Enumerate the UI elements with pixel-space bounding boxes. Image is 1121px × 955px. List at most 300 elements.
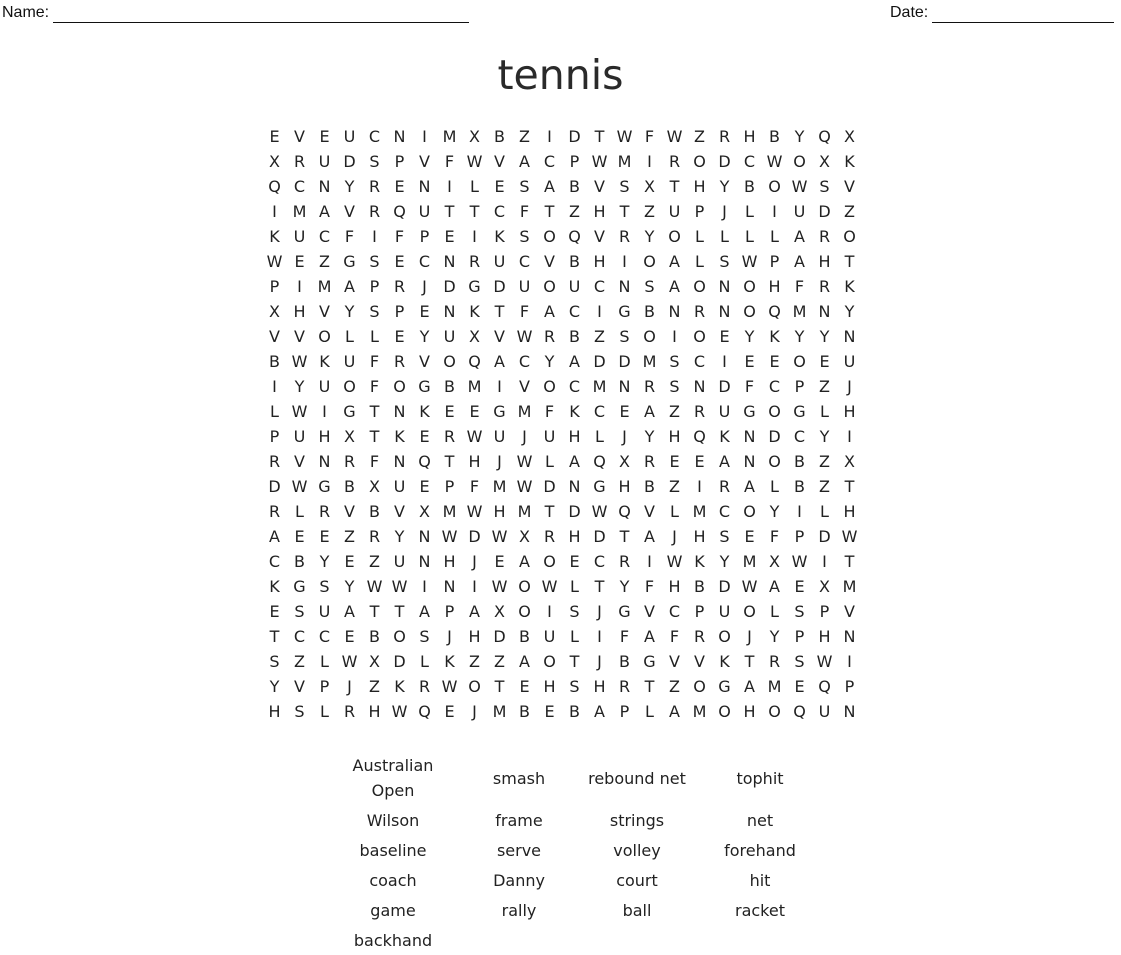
grid-letter: Y xyxy=(344,177,355,196)
grid-letter: A xyxy=(644,527,655,546)
grid-letter: A xyxy=(344,277,355,296)
grid-letter: M xyxy=(767,677,782,696)
grid-letter: O xyxy=(793,152,806,171)
grid-letter: Y xyxy=(269,677,280,696)
grid-letter: O xyxy=(543,377,556,396)
name-field[interactable] xyxy=(2,3,469,23)
grid-letter: F xyxy=(644,577,655,596)
grid-letter: H xyxy=(568,427,581,446)
grid-letter: B xyxy=(344,477,355,496)
grid-letter: Q xyxy=(393,202,406,221)
grid-letter: U xyxy=(293,427,306,446)
grid-letter: L xyxy=(820,402,829,421)
grid-letter: D xyxy=(718,577,731,596)
grid-letter: R xyxy=(293,152,306,171)
grid-letter: K xyxy=(419,402,430,421)
word-bank-item: baseline xyxy=(359,840,427,860)
grid-letter: M xyxy=(292,202,307,221)
grid-letter: D xyxy=(568,502,581,521)
grid-letter: R xyxy=(543,327,556,346)
grid-letter: S xyxy=(619,327,630,346)
grid-letter: O xyxy=(693,277,706,296)
grid-letter: L xyxy=(595,427,604,446)
grid-letter: S xyxy=(419,627,430,646)
grid-letter: U xyxy=(493,427,506,446)
grid-letter: I xyxy=(322,402,327,421)
grid-letter: O xyxy=(443,352,456,371)
grid-letter: I xyxy=(422,577,427,596)
date-input-line[interactable] xyxy=(932,6,1114,23)
grid-letter: T xyxy=(844,477,855,496)
grid-letter: S xyxy=(644,277,655,296)
grid-letter: W xyxy=(441,527,458,546)
grid-letter: I xyxy=(297,277,302,296)
word-bank-item: forehand xyxy=(724,840,796,860)
grid-letter: F xyxy=(519,202,530,221)
grid-letter: O xyxy=(543,552,556,571)
grid-letter: T xyxy=(444,202,455,221)
grid-letter: X xyxy=(819,152,830,171)
grid-letter: O xyxy=(743,602,756,621)
grid-letter: R xyxy=(393,352,406,371)
grid-letter: U xyxy=(318,152,331,171)
grid-letter: R xyxy=(268,452,281,471)
grid-letter: A xyxy=(494,352,505,371)
grid-letter: B xyxy=(644,477,655,496)
grid-letter: A xyxy=(794,227,805,246)
grid-letter: V xyxy=(519,377,530,396)
grid-letter: N xyxy=(443,252,456,271)
grid-letter: T xyxy=(619,527,630,546)
grid-letter: W xyxy=(466,502,483,521)
grid-letter: S xyxy=(619,177,630,196)
grid-letter: C xyxy=(293,627,306,646)
grid-letter: X xyxy=(819,577,830,596)
grid-letter: W xyxy=(391,702,408,721)
grid-letter: P xyxy=(394,302,405,321)
grid-letter: W xyxy=(516,327,533,346)
name-label: Name: xyxy=(2,4,50,21)
grid-letter: H xyxy=(618,477,631,496)
grid-letter: V xyxy=(594,227,605,246)
grid-letter: F xyxy=(369,377,380,396)
grid-letter: Q xyxy=(793,702,806,721)
grid-letter: Z xyxy=(844,202,855,221)
grid-letter: S xyxy=(794,652,805,671)
grid-letter: R xyxy=(693,302,706,321)
grid-letter: P xyxy=(794,527,805,546)
grid-letter: C xyxy=(318,227,331,246)
grid-letter: T xyxy=(494,302,505,321)
grid-letter: A xyxy=(669,702,680,721)
grid-letter: F xyxy=(769,527,780,546)
grid-letter: W xyxy=(491,527,508,546)
grid-letter: O xyxy=(768,452,781,471)
grid-letter: B xyxy=(494,127,505,146)
grid-letter: F xyxy=(344,227,355,246)
word-bank-item: Australian Open xyxy=(352,756,434,800)
grid-letter: W xyxy=(591,152,608,171)
grid-row xyxy=(262,274,862,299)
grid-letter: R xyxy=(343,702,356,721)
word-bank-item: rebound net xyxy=(588,768,686,788)
grid-row xyxy=(262,424,862,449)
grid-letter: J xyxy=(722,202,727,221)
grid-row xyxy=(262,649,862,674)
grid-letter: S xyxy=(369,302,380,321)
grid-letter: G xyxy=(343,252,356,271)
grid-letter: Q xyxy=(818,677,831,696)
grid-letter: Y xyxy=(744,327,755,346)
grid-letter: I xyxy=(472,577,477,596)
grid-row xyxy=(262,324,862,349)
grid-letter: L xyxy=(745,202,754,221)
grid-letter: A xyxy=(269,527,280,546)
grid-letter: G xyxy=(618,602,631,621)
grid-letter: O xyxy=(693,327,706,346)
grid-letter: D xyxy=(443,277,456,296)
grid-letter: U xyxy=(393,477,406,496)
grid-letter: L xyxy=(570,627,579,646)
grid-letter: T xyxy=(369,427,380,446)
grid-letter: Y xyxy=(819,327,830,346)
grid-letter: U xyxy=(718,602,731,621)
grid-row xyxy=(262,699,862,724)
grid-letter: B xyxy=(794,477,805,496)
grid-letter: C xyxy=(418,252,431,271)
grid-letter: V xyxy=(669,652,680,671)
grid-letter: E xyxy=(444,402,455,421)
word-bank-item: smash xyxy=(492,768,546,788)
grid-letter: P xyxy=(269,277,280,296)
grid-letter: L xyxy=(695,227,704,246)
grid-letter: W xyxy=(366,577,383,596)
grid-letter: W xyxy=(291,402,308,421)
grid-letter: H xyxy=(318,427,331,446)
grid-letter: P xyxy=(369,277,380,296)
grid-letter: R xyxy=(393,277,406,296)
grid-letter: V xyxy=(344,502,355,521)
word-bank-item: tophit xyxy=(736,768,784,788)
grid-letter: S xyxy=(319,577,330,596)
grid-letter: R xyxy=(718,127,731,146)
grid-letter: G xyxy=(793,402,806,421)
grid-letter: M xyxy=(442,502,457,521)
grid-letter: E xyxy=(794,577,805,596)
grid-letter: S xyxy=(569,602,580,621)
grid-letter: U xyxy=(493,252,506,271)
grid-letter: W xyxy=(341,652,358,671)
grid-letter: P xyxy=(319,677,330,696)
grid-letter: U xyxy=(518,277,531,296)
grid-letter: Y xyxy=(769,627,780,646)
grid-letter: C xyxy=(318,627,331,646)
word-bank-item: net xyxy=(746,810,774,830)
grid-letter: Z xyxy=(594,327,605,346)
grid-letter: R xyxy=(618,677,631,696)
grid-row xyxy=(262,674,862,699)
grid-letter: U xyxy=(293,227,306,246)
grid-letter: Z xyxy=(569,202,580,221)
grid-letter: P xyxy=(794,377,805,396)
grid-letter: I xyxy=(647,152,652,171)
grid-row xyxy=(262,499,862,524)
grid-letter: H xyxy=(493,502,506,521)
grid-letter: E xyxy=(744,527,755,546)
grid-letter: H xyxy=(293,302,306,321)
grid-letter: H xyxy=(693,177,706,196)
grid-letter: B xyxy=(569,702,580,721)
grid-letter: Z xyxy=(644,202,655,221)
grid-letter: P xyxy=(819,602,830,621)
grid-letter: S xyxy=(294,602,305,621)
grid-letter: E xyxy=(319,527,330,546)
grid-letter: H xyxy=(743,127,756,146)
grid-letter: P xyxy=(269,427,280,446)
grid-letter: N xyxy=(443,302,456,321)
grid-letter: B xyxy=(769,127,780,146)
grid-letter: O xyxy=(768,402,781,421)
grid-letter: N xyxy=(568,477,581,496)
grid-letter: E xyxy=(394,177,405,196)
grid-letter: T xyxy=(594,127,605,146)
grid-letter: R xyxy=(318,502,331,521)
grid-letter: N xyxy=(443,577,456,596)
grid-letter: Y xyxy=(419,327,430,346)
grid-letter: E xyxy=(269,602,280,621)
grid-letter: B xyxy=(569,177,580,196)
grid-letter: F xyxy=(644,127,655,146)
grid-letter: V xyxy=(694,652,705,671)
grid-letter: A xyxy=(719,452,730,471)
grid-letter: U xyxy=(318,377,331,396)
grid-letter: U xyxy=(343,127,356,146)
grid-letter: Q xyxy=(593,452,606,471)
grid-letter: S xyxy=(269,652,280,671)
grid-letter: Z xyxy=(319,252,330,271)
grid-letter: W xyxy=(391,577,408,596)
grid-letter: M xyxy=(467,377,482,396)
grid-letter: L xyxy=(320,652,329,671)
grid-letter: Z xyxy=(669,477,680,496)
grid-letter: O xyxy=(768,702,781,721)
grid-letter: I xyxy=(597,627,602,646)
grid-letter: O xyxy=(518,577,531,596)
grid-letter: Z xyxy=(694,127,705,146)
grid-letter: O xyxy=(718,702,731,721)
grid-letter: I xyxy=(272,202,277,221)
grid-letter: S xyxy=(669,352,680,371)
grid-letter: M xyxy=(592,377,607,396)
grid-letter: W xyxy=(666,127,683,146)
grid-letter: W xyxy=(791,552,808,571)
grid-letter: U xyxy=(443,327,456,346)
grid-letter: A xyxy=(544,177,555,196)
grid-letter: M xyxy=(692,502,707,521)
grid-letter: X xyxy=(844,452,855,471)
grid-letter: A xyxy=(644,627,655,646)
grid-letter: Z xyxy=(669,677,680,696)
grid-letter: G xyxy=(318,477,331,496)
grid-letter: E xyxy=(669,452,680,471)
grid-letter: L xyxy=(370,327,379,346)
grid-letter: M xyxy=(317,277,332,296)
grid-letter: D xyxy=(393,652,406,671)
date-field[interactable] xyxy=(890,3,1114,23)
grid-letter: L xyxy=(670,502,679,521)
grid-letter: A xyxy=(419,602,430,621)
grid-letter: A xyxy=(469,602,480,621)
grid-letter: Y xyxy=(819,427,830,446)
grid-letter: L xyxy=(745,227,754,246)
grid-letter: A xyxy=(519,552,530,571)
grid-letter: E xyxy=(344,627,355,646)
grid-letter: G xyxy=(293,577,306,596)
grid-letter: K xyxy=(844,152,855,171)
grid-letter: S xyxy=(719,252,730,271)
grid-letter: T xyxy=(369,602,380,621)
word-bank-item: coach xyxy=(369,870,417,890)
word-bank-item: strings xyxy=(609,810,665,830)
name-input-line[interactable] xyxy=(53,6,469,23)
grid-letter: X xyxy=(469,127,480,146)
grid-letter: L xyxy=(645,702,654,721)
grid-letter: W xyxy=(266,252,283,271)
grid-letter: O xyxy=(793,352,806,371)
grid-letter: F xyxy=(469,477,480,496)
grid-letter: N xyxy=(393,452,406,471)
grid-letter: U xyxy=(543,627,556,646)
grid-row xyxy=(262,349,862,374)
grid-letter: F xyxy=(369,352,380,371)
grid-letter: R xyxy=(543,527,556,546)
grid-letter: A xyxy=(594,702,605,721)
grid-letter: H xyxy=(768,277,781,296)
grid-letter: N xyxy=(418,552,431,571)
grid-letter: O xyxy=(768,177,781,196)
grid-letter: I xyxy=(597,302,602,321)
grid-letter: N xyxy=(393,402,406,421)
grid-letter: U xyxy=(668,202,681,221)
grid-letter: E xyxy=(419,302,430,321)
grid-letter: E xyxy=(694,452,705,471)
grid-letter: L xyxy=(545,452,554,471)
grid-letter: Q xyxy=(468,352,481,371)
grid-letter: Y xyxy=(719,552,730,571)
grid-letter: T xyxy=(494,677,505,696)
grid-letter: L xyxy=(470,177,479,196)
grid-letter: Z xyxy=(494,652,505,671)
grid-letter: S xyxy=(669,377,680,396)
grid-letter: Z xyxy=(519,127,530,146)
grid-letter: J xyxy=(472,552,477,571)
grid-letter: H xyxy=(668,577,681,596)
grid-row xyxy=(262,624,862,649)
grid-letter: L xyxy=(420,652,429,671)
grid-letter: U xyxy=(318,602,331,621)
grid-letter: V xyxy=(294,327,305,346)
grid-letter: Q xyxy=(268,177,281,196)
grid-letter: O xyxy=(643,327,656,346)
grid-letter: N xyxy=(718,302,731,321)
grid-letter: J xyxy=(622,427,627,446)
grid-letter: P xyxy=(769,252,780,271)
grid-letter: A xyxy=(744,677,755,696)
grid-letter: I xyxy=(447,177,452,196)
grid-letter: Z xyxy=(294,652,305,671)
grid-letter: Z xyxy=(369,677,380,696)
grid-letter: S xyxy=(569,677,580,696)
grid-letter: C xyxy=(518,352,531,371)
grid-letter: R xyxy=(368,202,381,221)
grid-row xyxy=(262,299,862,324)
grid-letter: E xyxy=(294,252,305,271)
grid-letter: B xyxy=(794,452,805,471)
grid-letter: R xyxy=(268,502,281,521)
grid-letter: E xyxy=(344,552,355,571)
grid-letter: E xyxy=(819,352,830,371)
grid-letter: R xyxy=(343,452,356,471)
grid-letter: Q xyxy=(618,502,631,521)
grid-letter: X xyxy=(769,552,780,571)
grid-letter: X xyxy=(419,502,430,521)
grid-letter: H xyxy=(443,552,456,571)
grid-letter: W xyxy=(766,152,783,171)
grid-letter: W xyxy=(841,527,858,546)
grid-letter: O xyxy=(343,377,356,396)
grid-letter: M xyxy=(492,477,507,496)
grid-letter: V xyxy=(294,677,305,696)
grid-letter: N xyxy=(843,327,856,346)
grid-row xyxy=(262,599,862,624)
grid-letter: W xyxy=(741,577,758,596)
grid-letter: Q xyxy=(768,302,781,321)
grid-letter: P xyxy=(694,202,705,221)
grid-letter: E xyxy=(544,702,555,721)
word-bank-item: backhand xyxy=(353,930,433,950)
grid-letter: X xyxy=(269,302,280,321)
word-bank-item: racket xyxy=(735,900,785,920)
grid-letter: R xyxy=(618,227,631,246)
grid-letter: V xyxy=(494,152,505,171)
grid-letter: R xyxy=(718,477,731,496)
grid-letter: W xyxy=(666,552,683,571)
grid-letter: O xyxy=(668,227,681,246)
grid-letter: G xyxy=(343,402,356,421)
grid-letter: K xyxy=(494,227,505,246)
grid-letter: V xyxy=(844,602,855,621)
grid-letter: W xyxy=(291,477,308,496)
grid-letter: V xyxy=(644,602,655,621)
grid-letter: F xyxy=(544,402,555,421)
grid-letter: B xyxy=(644,302,655,321)
grid-letter: U xyxy=(543,427,556,446)
grid-letter: K xyxy=(569,402,580,421)
grid-letter: O xyxy=(393,627,406,646)
grid-letter: E xyxy=(394,327,405,346)
grid-letter: H xyxy=(843,402,856,421)
grid-letter: O xyxy=(743,277,756,296)
grid-letter: Y xyxy=(344,302,355,321)
grid-letter: C xyxy=(493,202,506,221)
grid-letter: E xyxy=(469,402,480,421)
grid-letter: F xyxy=(519,302,530,321)
grid-letter: D xyxy=(568,127,581,146)
grid-letter: K xyxy=(394,427,405,446)
grid-letter: W xyxy=(466,427,483,446)
grid-letter: G xyxy=(468,277,481,296)
grid-letter: H xyxy=(593,677,606,696)
